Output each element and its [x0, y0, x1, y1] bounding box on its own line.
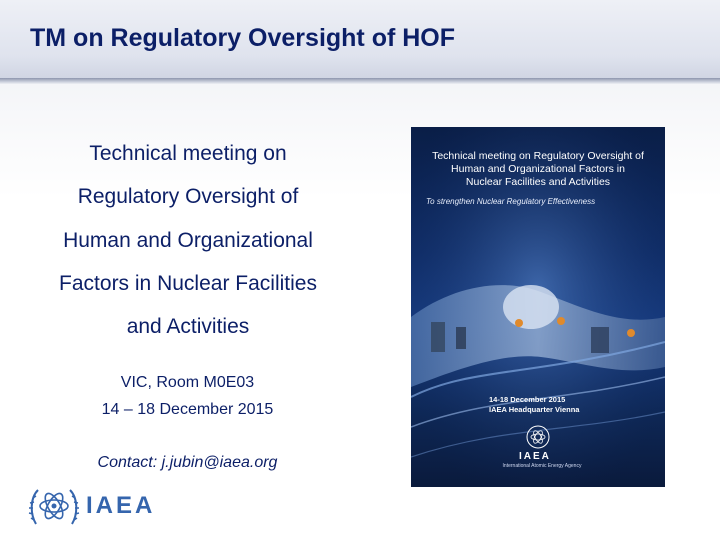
atom-emblem-icon — [28, 484, 80, 528]
poster-title-line: Technical meeting on Regulatory Oversight of — [432, 150, 644, 162]
poster-title-line: Nuclear Facilities and Activities — [465, 176, 611, 188]
poster-subtitle: To strengthen Nuclear Regulatory Effectiveness — [426, 197, 596, 206]
venue-dates: 14 – 18 December 2015 — [101, 401, 274, 418]
poster-dates: 14-18 December 2015 — [489, 395, 566, 404]
poster-title — [411, 150, 665, 189]
venue-room: VIC, Room M0E03 — [120, 374, 255, 391]
poster-title-line: Human and Organizational Factors in — [451, 163, 625, 175]
meeting-title-line: and Activities — [126, 315, 250, 338]
meeting-title-line: Human and Organizational — [63, 229, 313, 252]
contact-email: Contact: j.jubin@iaea.org — [97, 454, 278, 471]
meeting-title-line: Factors in Nuclear Facilities — [59, 272, 317, 295]
meeting-title-line: Regulatory Oversight of — [77, 185, 299, 208]
meeting-title-line: Technical meeting on — [89, 142, 287, 165]
slide-title: TM on Regulatory Oversight of HOF — [30, 24, 456, 52]
poster-location: IAEA Headquarter Vienna — [489, 405, 580, 414]
logo-wordmark: IAEA — [86, 492, 156, 519]
poster-logo-text: IAEA — [519, 451, 551, 462]
meeting-poster-image — [411, 127, 665, 487]
poster-agency-name: International Atomic Energy Agency — [502, 463, 582, 469]
iaea-logo — [28, 484, 168, 528]
